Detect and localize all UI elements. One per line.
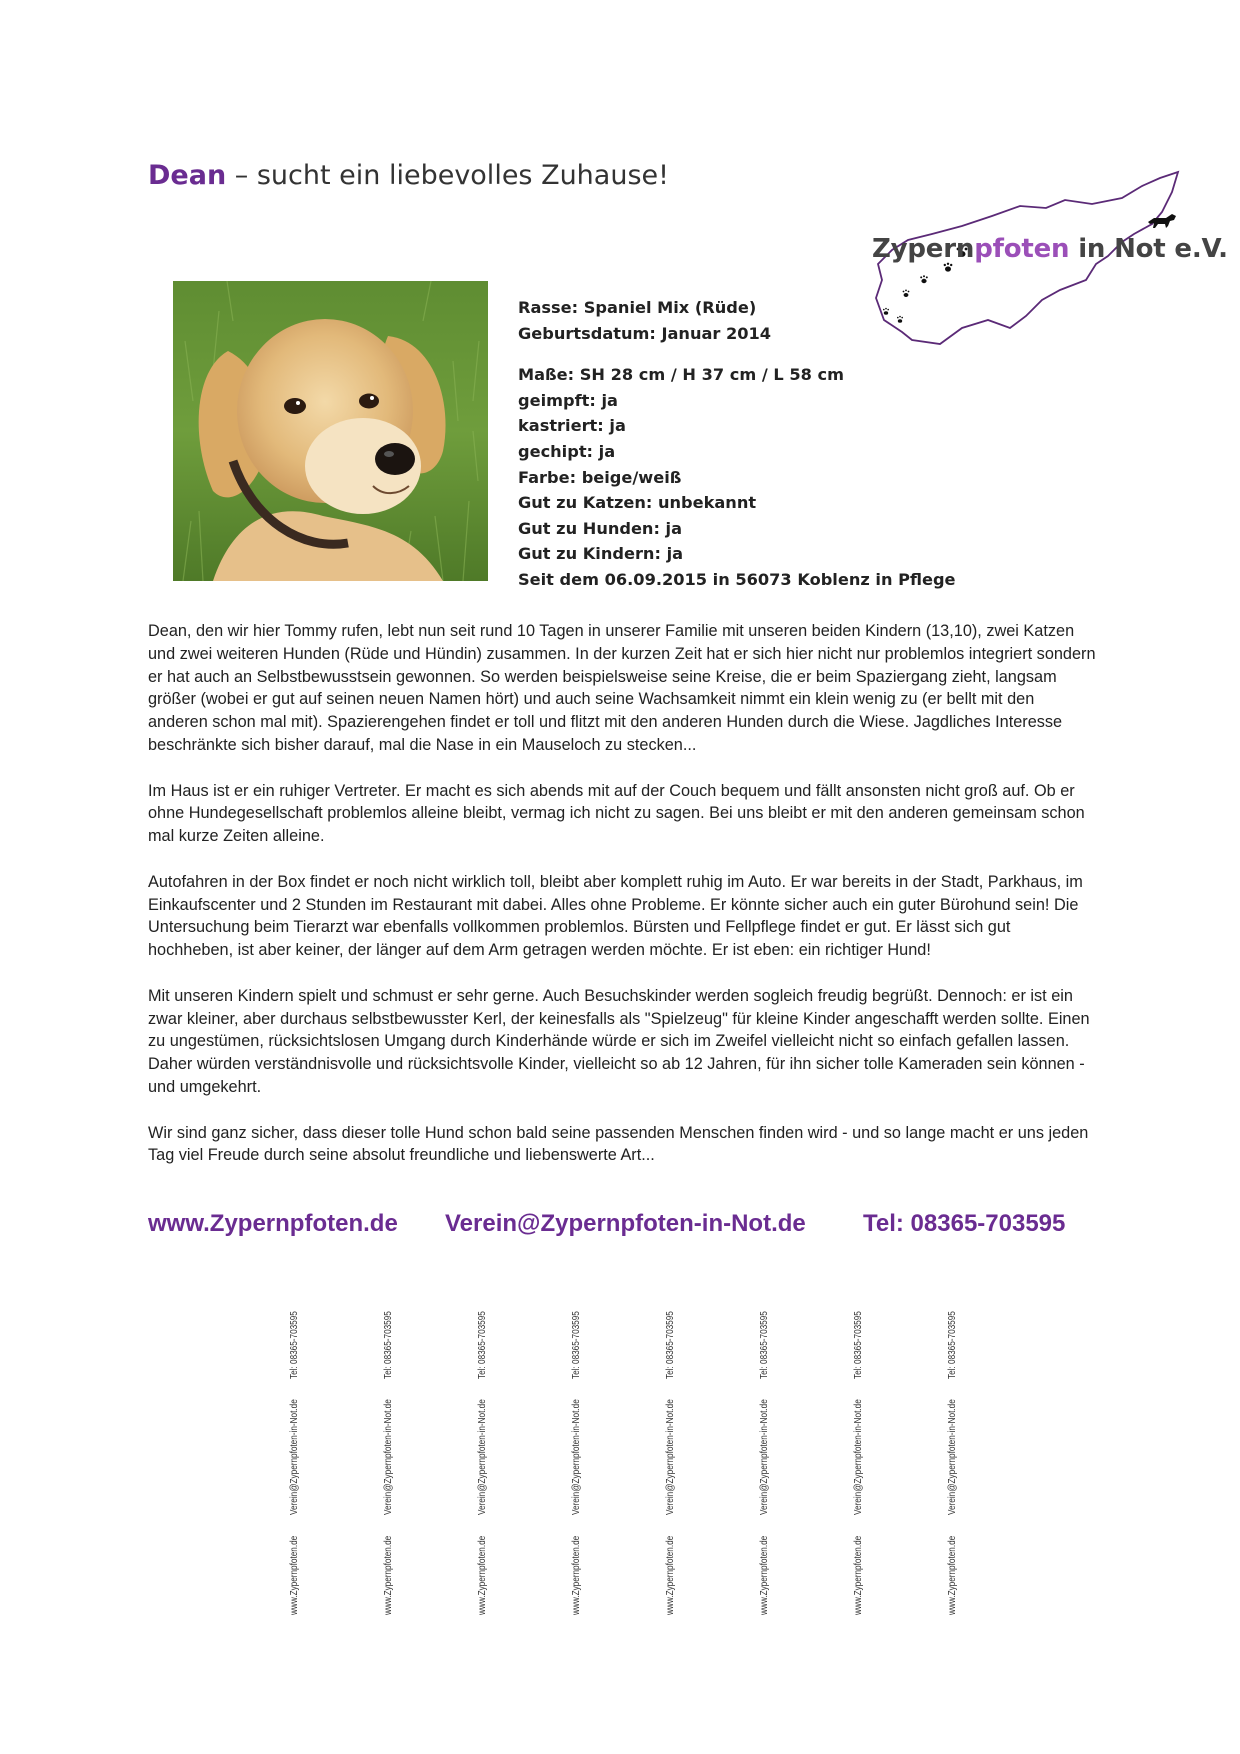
fact-neutered: kastriert: ja	[518, 416, 626, 436]
logo-wordmark: Zypernpfoten in Not e.V.	[872, 234, 1228, 264]
dog-name: Dean	[148, 160, 227, 191]
fact-sheet	[518, 295, 1018, 593]
fact-cats: Gut zu Katzen: unbekannt	[518, 493, 757, 513]
tear-off-strip: www.Zypernpfoten.de Verein@Zypernpfoten-in-Not.de Tel: 08365-703595	[664, 1311, 676, 1615]
tear-off-strip: www.Zypernpfoten.de Verein@Zypernpfoten-in-Not.de Tel: 08365-703595	[288, 1311, 300, 1615]
fact-foster-since: Seit dem 06.09.2015 in 56073 Koblenz in Pflege	[518, 569, 956, 589]
paragraph: Autofahren in der Box findet er noch nicht wirklich toll, bleibt aber komplett ruhig im Auto. Er war bereits in der Stadt, Parkhaus, im Einkaufscenter und 2 Stunden im Restaurant mit dabei. Alles ohne Probleme. Er könnte sicher auch ein guter Bürohund sein! Die Untersuchung beim Tierarzt war ebenfalls vollkommen problemlos. Bürsten und Fellpflege findet er gut. Er lässt sich gut hochheben, ist aber keiner, der länger auf dem Arm getragen werden möchte. Er ist eben: ein richtiger Hund!	[148, 872, 1083, 960]
tear-off-strip: www.Zypernpfoten.de Verein@Zypernpfoten-in-Not.de Tel: 08365-703595	[476, 1311, 488, 1615]
paragraph: Mit unseren Kindern spielt und schmust er sehr gerne. Auch Besuchskinder werden sogleich freudig begrüßt. Dennoch: er ist ein zwar kleiner, aber durchaus selbstbewusster Kerl, der keinesfalls als "Spielzeug" für kleine Kinder angeschafft werden sollte. Einen zu ungestümen, rücksichtslosen Umgang durch Kinderhände würde er sich im Zweifel vielleicht nicht so einfach gefallen lassen. Daher würden verständnisvolle und rücksichtsvolle Kinder, vielleicht so ab 12 Jahren, für ihn sicher tolle Kameraden sein können - und umgekehrt.	[148, 986, 1090, 1096]
fact-breed: Rasse: Spaniel Mix (Rüde)	[518, 298, 757, 317]
page-title	[148, 160, 669, 191]
description	[148, 620, 1096, 1190]
tear-off-strip: www.Zypernpfoten.de Verein@Zypernpfoten-in-Not.de Tel: 08365-703595	[382, 1311, 394, 1615]
tear-off-strips	[0, 1295, 1240, 1615]
fact-chipped: gechipt: ja	[518, 441, 616, 461]
fact-measurements: Maße: SH 28 cm / H 37 cm / L 58 cm	[518, 365, 844, 385]
fact-dogs: Gut zu Hunden: ja	[518, 518, 683, 538]
dog-silhouette-icon	[1148, 214, 1176, 228]
paragraph: Wir sind ganz sicher, dass dieser tolle Hund schon bald seine passenden Menschen finden wird - und so lange macht er uns jeden Tag viel Freude durch seine absolut freundliche und liebenswerte Art...	[148, 1123, 1089, 1165]
tear-off-strip: www.Zypernpfoten.de Verein@Zypernpfoten-in-Not.de Tel: 08365-703595	[570, 1311, 582, 1615]
fact-children: Gut zu Kindern: ja	[518, 544, 684, 564]
fact-birthdate: Geburtsdatum: Januar 2014	[518, 323, 772, 343]
fact-color: Farbe: beige/weiß	[518, 467, 682, 487]
email-link[interactable]: Verein@Zypernpfoten-in-Not.de	[445, 1210, 806, 1237]
paragraph: Dean, den wir hier Tommy rufen, lebt nun seit rund 10 Tagen in unserer Familie mit unseren beiden Kindern (13,10), zwei Katzen und zwei weiteren Hunden (Rüde und Hündin) zusammen. In der kurzen Zeit hat er sich hier nicht nur problemlos integriert sondern er hat auch an Selbstbewusstsein gewonnen. So werden beispielsweise seine Kreise, die er beim Spaziergang zieht, langsam größer (wobei er gut auf seinen neuen Namen hört) und auch seine Wachsamkeit nimmt ein klein wenig zu (er bellt mit den anderen schon mal mit). Spazierengehen findet er toll und flitzt mit den anderen Hunden durch die Wiese. Jagdliches Interesse beschränkte sich bisher darauf, mal die Nase in ein Mauseloch zu stecken...	[148, 622, 1096, 754]
tear-off-strip: www.Zypernpfoten.de Verein@Zypernpfoten-in-Not.de Tel: 08365-703595	[852, 1311, 864, 1615]
paragraph: Im Haus ist er ein ruhiger Vertreter. Er macht es sich abends mit auf der Couch bequem und fällt ansonsten nicht groß auf. Ob er ohne Hundegesellschaft problemlos alleine bleibt, vermag ich nicht zu sagen. Bei uns bleibt er mit den anderen gemeinsam schon mal kurze Zeiten alleine.	[148, 781, 1085, 846]
fact-spacer	[518, 346, 1018, 362]
fact-vaccinated: geimpft: ja	[518, 390, 618, 410]
phone-number: Tel: 08365-703595	[863, 1210, 1066, 1237]
contact-row	[148, 1210, 1108, 1246]
dog-photo	[173, 281, 488, 581]
tear-off-strip: www.Zypernpfoten.de Verein@Zypernpfoten-in-Not.de Tel: 08365-703595	[758, 1311, 770, 1615]
tear-off-strip: www.Zypernpfoten.de Verein@Zypernpfoten-in-Not.de Tel: 08365-703595	[946, 1311, 958, 1615]
website-link[interactable]: www.Zypernpfoten.de	[148, 1210, 398, 1237]
title-tagline: – sucht ein liebevolles Zuhause!	[226, 160, 669, 191]
